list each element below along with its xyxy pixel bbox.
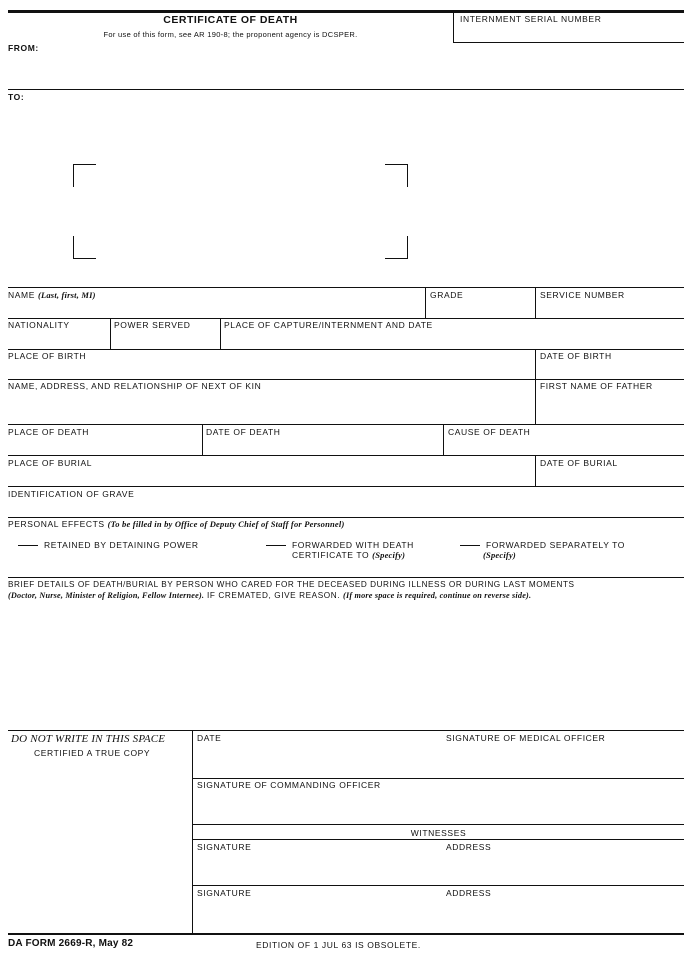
place-of-death-label: PLACE OF DEATH: [8, 427, 89, 437]
effects-option-forwarded-separately-hint: (Specify): [483, 550, 516, 560]
certified-true-copy-label: CERTIFIED A TRUE COPY: [34, 748, 151, 758]
grid-rule-9: [8, 577, 684, 578]
effects-option-forwarded-with-line2: CERTIFICATE TO (Specify): [292, 550, 406, 560]
effects-option-retained[interactable]: RETAINED BY DETAINING POWER: [18, 541, 199, 550]
witness1-address-field[interactable]: [444, 853, 684, 883]
effects-option-forwarded-with[interactable]: FORWARDED WITH DEATH: [266, 541, 414, 550]
power-served-label: POWER SERVED: [114, 320, 191, 330]
first-name-father-field[interactable]: [536, 392, 684, 423]
cert-date-field[interactable]: [193, 744, 443, 777]
first-name-father-label: FIRST NAME OF FATHER: [540, 381, 653, 391]
cert-rule-3: [193, 839, 684, 840]
sig-commanding-field[interactable]: [193, 791, 684, 822]
date-of-burial-label: DATE OF BURIAL: [540, 458, 618, 468]
witness2-signature-label: SIGNATURE: [197, 888, 252, 898]
from-bottom-rule: [8, 89, 684, 90]
from-label: FROM:: [8, 43, 39, 53]
grid-rule-10: [8, 730, 684, 731]
effects-option-forwarded-separately[interactable]: FORWARDED SEPARATELY TO: [460, 541, 625, 550]
date-of-burial-field[interactable]: [536, 469, 684, 485]
identification-grave-field[interactable]: [8, 500, 684, 516]
date-of-birth-field[interactable]: [536, 362, 684, 378]
checkbox-blank[interactable]: [266, 545, 286, 546]
witness2-signature-field[interactable]: [193, 899, 443, 931]
form-subtitle: For use of this form, see AR 190-8; the proponent agency is DCSPER.: [103, 30, 358, 39]
cause-of-death-field[interactable]: [444, 438, 684, 454]
nationality-label: NATIONALITY: [8, 320, 70, 330]
serial-box-bottom: [453, 42, 684, 43]
cert-rule-1: [193, 778, 684, 779]
to-label: TO:: [8, 92, 25, 102]
witness2-address-label: ADDRESS: [446, 888, 492, 898]
to-address-window[interactable]: [73, 164, 408, 258]
grid-rule-1: [8, 287, 684, 288]
witness2-address-field[interactable]: [444, 899, 684, 931]
cause-of-death-label: CAUSE OF DEATH: [448, 427, 531, 437]
witness1-signature-label: SIGNATURE: [197, 842, 252, 852]
form-id: DA FORM 2669-R, May 82: [8, 938, 134, 949]
grade-label: GRADE: [430, 290, 464, 300]
nationality-field[interactable]: [8, 331, 109, 348]
place-capture-field[interactable]: [221, 331, 684, 348]
form-title: CERTIFICATE OF DEATH: [163, 14, 298, 26]
power-served-field[interactable]: [111, 331, 219, 348]
witnesses-label: WITNESSES: [410, 828, 467, 838]
place-of-death-field[interactable]: [8, 438, 201, 454]
grid-rule-7: [8, 486, 684, 487]
place-of-burial-label: PLACE OF BURIAL: [8, 458, 93, 468]
cert-date-label: DATE: [197, 733, 222, 743]
sig-commanding-label: SIGNATURE OF COMMANDING OFFICER: [197, 780, 381, 790]
name-label: NAME (Last, first, MI): [8, 290, 96, 300]
name-field[interactable]: [8, 300, 424, 317]
from-field[interactable]: [8, 55, 684, 88]
serial-number-label: INTERNMENT SERIAL NUMBER: [460, 14, 602, 24]
place-of-birth-label: PLACE OF BIRTH: [8, 351, 87, 361]
date-of-death-label: DATE OF DEATH: [206, 427, 281, 437]
witness1-address-label: ADDRESS: [446, 842, 492, 852]
grid-rule-6: [8, 455, 684, 456]
grid-rule-3: [8, 349, 684, 350]
sig-medical-field[interactable]: [444, 744, 684, 777]
grid-rule-8: [8, 517, 684, 518]
identification-grave-label: IDENTIFICATION OF GRAVE: [8, 489, 135, 499]
personal-effects-label: PERSONAL EFFECTS (To be filled in by Office of Deputy Chief of Staff for Personnel): [8, 519, 345, 529]
brief-details-sublabel: (Doctor, Nurse, Minister of Religion, Fellow Internee). IF CREMATED, GIVE REASON. (If more space is required, continue on reverse side).: [8, 591, 532, 600]
witness1-signature-field[interactable]: [193, 853, 443, 883]
service-number-label: SERVICE NUMBER: [540, 290, 625, 300]
next-of-kin-label: NAME, ADDRESS, AND RELATIONSHIP OF NEXT OF KIN: [8, 381, 262, 391]
cert-rule-4: [193, 885, 684, 886]
checkbox-blank[interactable]: [460, 545, 480, 546]
checkbox-blank[interactable]: [18, 545, 38, 546]
serial-number-field[interactable]: [454, 26, 684, 42]
cert-rule-2: [193, 824, 684, 825]
service-number-field[interactable]: [536, 300, 684, 317]
do-not-write-label: DO NOT WRITE IN THIS SPACE: [11, 733, 166, 745]
date-of-death-field[interactable]: [203, 438, 442, 454]
bottom-rule: [8, 933, 684, 935]
grade-field[interactable]: [426, 300, 534, 317]
top-rule: [8, 10, 684, 13]
brief-details-field[interactable]: [8, 604, 684, 728]
place-of-burial-field[interactable]: [8, 469, 534, 485]
date-of-birth-label: DATE OF BIRTH: [540, 351, 612, 361]
place-capture-label: PLACE OF CAPTURE/INTERNMENT AND DATE: [224, 320, 433, 330]
brief-details-label: BRIEF DETAILS OF DEATH/BURIAL BY PERSON WHO CARED FOR THE DECEASED DURING ILLNESS OR DURING LAST MOMENTS: [8, 580, 575, 589]
place-of-birth-field[interactable]: [8, 362, 534, 378]
next-of-kin-field[interactable]: [8, 392, 534, 423]
grid-rule-4: [8, 379, 684, 380]
sig-medical-label: SIGNATURE OF MEDICAL OFFICER: [446, 733, 606, 743]
grid-rule-5: [8, 424, 684, 425]
edition-note: EDITION OF 1 JUL 63 IS OBSOLETE.: [256, 940, 421, 950]
